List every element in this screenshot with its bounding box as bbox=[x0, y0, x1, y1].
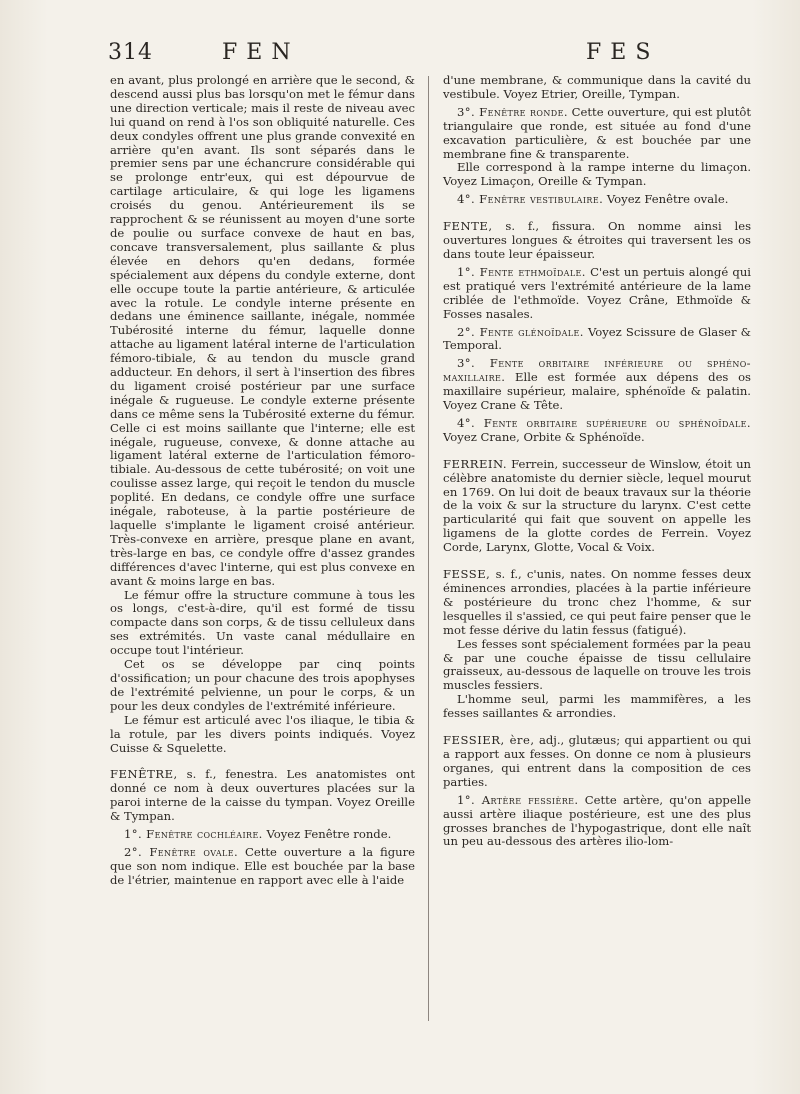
entry-text: s. f., fissura. On nomme ainsi les ouvertures longues & étroites qui traversent les os dans toute leur épaisseur. bbox=[443, 219, 752, 261]
paragraph-continued bbox=[110, 74, 415, 589]
dictionary-entry bbox=[443, 220, 751, 262]
entry-headword: 2°. Fente glénoïdale. bbox=[457, 324, 584, 339]
entry-subitem bbox=[443, 193, 751, 207]
entry-headword: 4°. Fenêtre vestibulaire. bbox=[457, 192, 604, 207]
entry-headword: 4°. Fente orbitaire supérieure ou sphénoïdale. bbox=[457, 415, 751, 430]
entry-headword: 1°. Fente ethmoïdale. bbox=[457, 264, 586, 279]
entry-text: Elle est formée aux dépens des os maxillaire supérieur, malaire, sphénoïde & palatin. Voyez Crane & Tête. bbox=[443, 370, 751, 413]
entry-headword: 3°. Fente orbitaire inférieure ou sphéno-maxillaire. bbox=[443, 356, 751, 385]
entry-headword: 2°. Fenêtre ovale. bbox=[124, 844, 239, 859]
entry-subitem bbox=[443, 106, 751, 162]
entry-text: C'est un pertuis alongé qui est pratiqué vers l'extrémité antérieure de la lame criblée de l'ethmoïde. Voyez Crâne, Ethmoïde & Fosses nasales. bbox=[443, 264, 752, 321]
entry-subitem bbox=[443, 357, 751, 413]
running-header bbox=[108, 40, 758, 68]
paragraph bbox=[443, 161, 751, 189]
entry-text: Les fesses sont spécialement formées par la peau & par une couche épaisse de tissu cellulaire graisseux, au-dessous de laquelle on trouve les trois muscles fessiers. bbox=[443, 636, 751, 693]
paragraph bbox=[110, 589, 415, 659]
paragraph bbox=[443, 693, 751, 721]
entry-text: Cette artère, qu'on appelle aussi artère iliaque postérieure, est une des plus grosses branches de l'hypogastrique, dont elle naît un peu au-dessous des artères ilio-lom- bbox=[443, 792, 751, 849]
entry-text: Le fémur offre la structure commune à tous les os longs, c'est-à-dire, qu'il est formé de tissu compacte dans son corps, & de tissu celluleux dans ses extrémités. Un vaste canal médullaire en occupe tout l'intérieur. bbox=[110, 587, 415, 658]
entry-subitem bbox=[443, 417, 751, 445]
entry-text: Voyez Fenêtre ronde. bbox=[266, 827, 392, 842]
header-title-left: FEN bbox=[222, 40, 300, 65]
entry-text: Voyez Scissure de Glaser & Temporal. bbox=[443, 324, 751, 353]
entry-text: Voyez Fenêtre ovale. bbox=[606, 192, 729, 207]
entry-text: Voyez Crane, Orbite & Sphénoïde. bbox=[443, 429, 645, 444]
entry-headword: FENTE, bbox=[443, 219, 493, 234]
entry-headword: FENÊTRE, bbox=[110, 767, 178, 782]
entry-subitem bbox=[443, 326, 751, 354]
paragraph bbox=[110, 658, 415, 714]
page-number: 314 bbox=[108, 40, 153, 65]
entry-text: Elle correspond à la rampe interne du limaçon. Voyez Limaçon, Oreille & Tympan. bbox=[443, 160, 751, 189]
left-column bbox=[110, 74, 415, 888]
right-column bbox=[443, 74, 751, 849]
entry-headword: FERREIN. bbox=[443, 456, 508, 471]
entry-subitem bbox=[443, 794, 751, 850]
entry-subitem bbox=[443, 266, 751, 322]
column-divider bbox=[428, 76, 429, 1021]
entry-text: Cet os se développe par cinq points d'ossification; un pour chacune des trois apophyses de l'extrémité pelvienne, un pour le corps, & un pour les deux condyles de l'extrémité inférieure. bbox=[110, 657, 415, 713]
entry-text: s. f., fenestra. Les anatomistes ont donné ce nom à deux ouvertures placées sur la paroi interne de la caisse du tympan. Voyez Oreille & Tympan. bbox=[110, 767, 415, 824]
paragraph-continued bbox=[443, 74, 751, 102]
entry-headword: FESSE, bbox=[443, 567, 491, 582]
dictionary-entry bbox=[443, 568, 751, 638]
paragraph bbox=[110, 714, 415, 756]
dictionary-entry bbox=[443, 458, 751, 555]
dictionary-entry bbox=[110, 768, 415, 824]
dictionary-entry bbox=[443, 734, 751, 790]
entry-headword: 1°. Fenêtre cochléaire. bbox=[124, 827, 263, 842]
entry-text: Ferrein, successeur de Winslow, étoit un célèbre anatomiste du dernier siècle, lequel mourut en 1769. On lui doit de beaux travaux sur la théorie de la voix & sur la structure du larynx. C'est cette particularité qui fait que souvent on appelle les ligamens de la glotte cordes de Ferrein. Voyez Corde, Larynx, Glotte, Vocal & Voix. bbox=[443, 456, 751, 555]
entry-headword: FESSIER, ère, bbox=[443, 733, 535, 748]
entry-text: Cette ouverture, qui est plutôt triangulaire que ronde, est située au fond d'une excavation particulière, & est bouchée par une membrane fine & transparente. bbox=[443, 104, 751, 161]
entry-text: Le fémur est articulé avec l'os iliaque, le tibia & la rotule, par les divers points indiqués. Voyez Cuisse & Squelette. bbox=[110, 712, 415, 755]
paragraph bbox=[443, 638, 751, 694]
entry-headword: 1°. Artère fessière. bbox=[457, 792, 579, 807]
entry-subitem bbox=[110, 828, 415, 842]
entry-text: L'homme seul, parmi les mammifères, a les fesses saillantes & arrondies. bbox=[443, 692, 751, 721]
entry-text: Cette ouverture a la figure que son nom indique. Elle est bouchée par la base de l'étrier, maintenue en rapport avec elle à l'aide bbox=[110, 844, 416, 887]
entry-subitem bbox=[110, 846, 415, 888]
entry-text: adj., glutæus; qui appartient ou qui a rapport aux fesses. On donne ce nom à plusieurs organes, qui entrent dans la composition de ces parties. bbox=[443, 733, 752, 789]
entry-text: s. f., c'unis, nates. On nomme fesses deux éminences arrondies, placées à la partie inférieure & postérieure du tronc chez l'homme, & sur lesquelles il s'assied, ce qui peut faire penser que le mot fesse dérive du latin fessus (fatigué). bbox=[443, 567, 751, 637]
entry-headword: 3°. Fenêtre ronde. bbox=[457, 104, 568, 119]
header-title-right: FES bbox=[586, 40, 660, 65]
entry-text: d'une membrane, & communique dans la cavité du vestibule. Voyez Etrier, Oreille, Tympan. bbox=[443, 73, 751, 101]
entry-text: en avant, plus prolongé en arrière que le second, & descend aussi plus bas lorsqu'on met le fémur dans une direction verticale; mais il reste de niveau avec lui quand on rend à l'os son obliquité naturelle. Ces deux condyles offrent une plus grande convexité en arrière qu'en avant. Ils sont séparés dans le premier sens par une échancrure considérable qui se prolonge entr'eux, qui est dépourvue de cartilage articulaire, & qui loge les ligamens croisés du genou. Antérieurement ils se rapprochent & se réunissent au moyen d'une sorte de poulie ou surface convexe de haut en bas, concave transversalement, plus saillante & plus élevée en dehors qu'en dedans, formée spécialement aux dépens du condyle externe, dont elle occupe toute la partie antérieure, & articulée avec la rotule. Le condyle interne présente en dedans une éminence saillante, inégale, nommée Tubérosité interne du fémur, laquelle donne attache au ligament latéral interne de l'articulation fémoro-tibiale, & au tendon du muscle grand adducteur. En dehors, il sert à l'insertion des fibres du ligament croisé postérieur par une surface inégale & rugueuse. Le condyle externe présente dans ce même sens la Tubérosité externe du fémur. Celle ci est moins saillante que l'interne; elle est inégale, rugueuse, convexe, & donne attache au ligament latéral externe de l'articulation fémoro-tibiale. Au-dessous de cette tubérosité; on voit une coulisse assez large, qui reçoit le tendon du muscle poplité. En dedans, ce condyle offre une surface inégale, raboteuse, à la partie postérieure de laquelle s'implante le ligament croisé antérieur. Très-convexe en arrière, presque plane en avant, très-large en bas, ce condyle offre d'assez grandes différences d'avec l'interne, qui est plus convexe en avant & moins large en bas. bbox=[110, 73, 415, 588]
